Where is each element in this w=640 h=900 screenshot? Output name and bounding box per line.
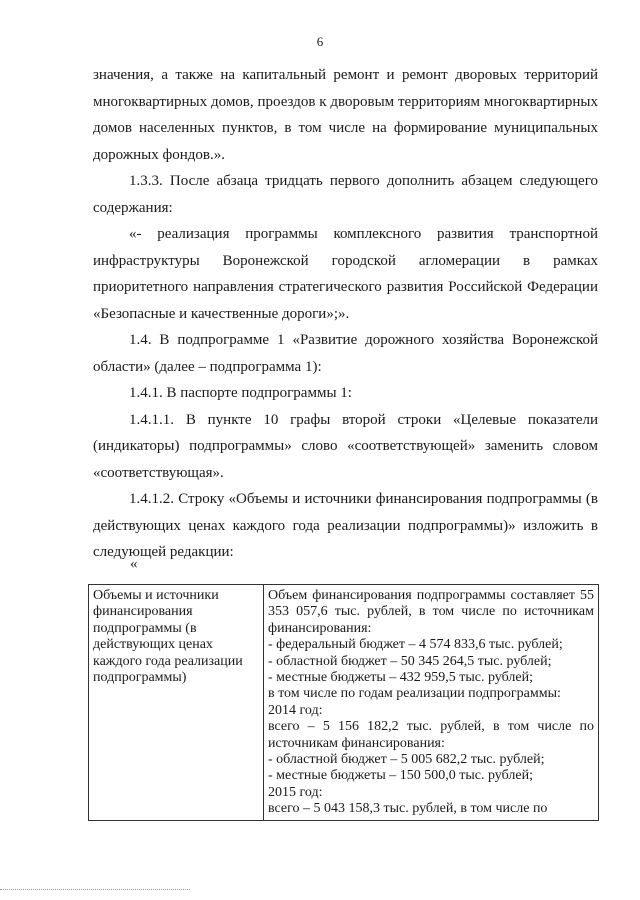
table-label-cell: Объемы и источники финансирования подпрограммы (в действующих ценах каждого года реализации подпрограммы) (89, 585, 264, 821)
table-line: 2014 год: (268, 702, 323, 718)
page-number: 6 (316, 34, 324, 49)
table-line: 2015 год: (268, 784, 323, 800)
paragraph: 1.4.1.1. В пункте 10 графы второй строки «Целевые показатели (индикаторы) подпрограммы» слово «соответствующей» заменить словом «соответствующая». (93, 411, 598, 481)
table-value-cell (264, 585, 599, 821)
table-line: - местные бюджеты – 150 500,0 тыс. рублей; (268, 768, 533, 784)
table-line: в том числе по годам реализации подпрограммы: (268, 686, 561, 702)
table-line: Объем финансирования подпрограммы составляет 55 353 057,6 тыс. рублей, в том числе по источникам финансирования: (268, 588, 594, 636)
table-line: - федеральный бюджет – 4 574 833,6 тыс. рублей; (268, 637, 563, 653)
paragraph: значения, а также на капитальный ремонт и ремонт дворовых территорий многоквартирных домов, проездов к дворовым территориям многоквартирных домов населенных пунктов, в том числе на формирование муниципальных дорожных фондов.». (93, 67, 598, 163)
paragraph: «- реализация программы комплексного развития транспортной инфраструктуры Воронежской городской агломерации в рамках приоритетного направления стратегического развития Российской Федерации «Безопасные и качественные дороги»;». (93, 226, 598, 322)
paragraph: 1.4. В подпрограмме 1 «Развитие дорожного хозяйства Воронежской области» (далее – подпрограмма 1): (93, 332, 598, 375)
document-body (93, 62, 598, 566)
footer-divider (0, 889, 190, 890)
paragraph: 1.3.3. После абзаца тридцать первого дополнить абзацем следующего содержания: (93, 173, 598, 216)
table-line: - областной бюджет – 5 005 682,2 тыс. рублей; (268, 752, 545, 768)
paragraph: 1.4.1. В паспорте подпрограммы 1: (129, 385, 352, 401)
financing-table (88, 584, 599, 821)
table-line: - областной бюджет – 50 345 264,5 тыс. рублей; (268, 653, 552, 669)
table-line: всего – 5 156 182,2 тыс. рублей, в том числе по источникам финансирования: (268, 719, 594, 751)
opening-quote: « (130, 556, 138, 572)
table-row (89, 585, 599, 821)
table-line: всего – 5 043 158,3 тыс. рублей, в том числе по (268, 801, 548, 817)
table-line: - местные бюджеты – 432 959,5 тыс. рублей; (268, 670, 533, 686)
paragraph: 1.4.1.2. Строку «Объемы и источники финансирования подпрограммы (в действующих ценах каждого года реализации подпрограммы)» изложить в следующей редакции: (93, 491, 598, 560)
